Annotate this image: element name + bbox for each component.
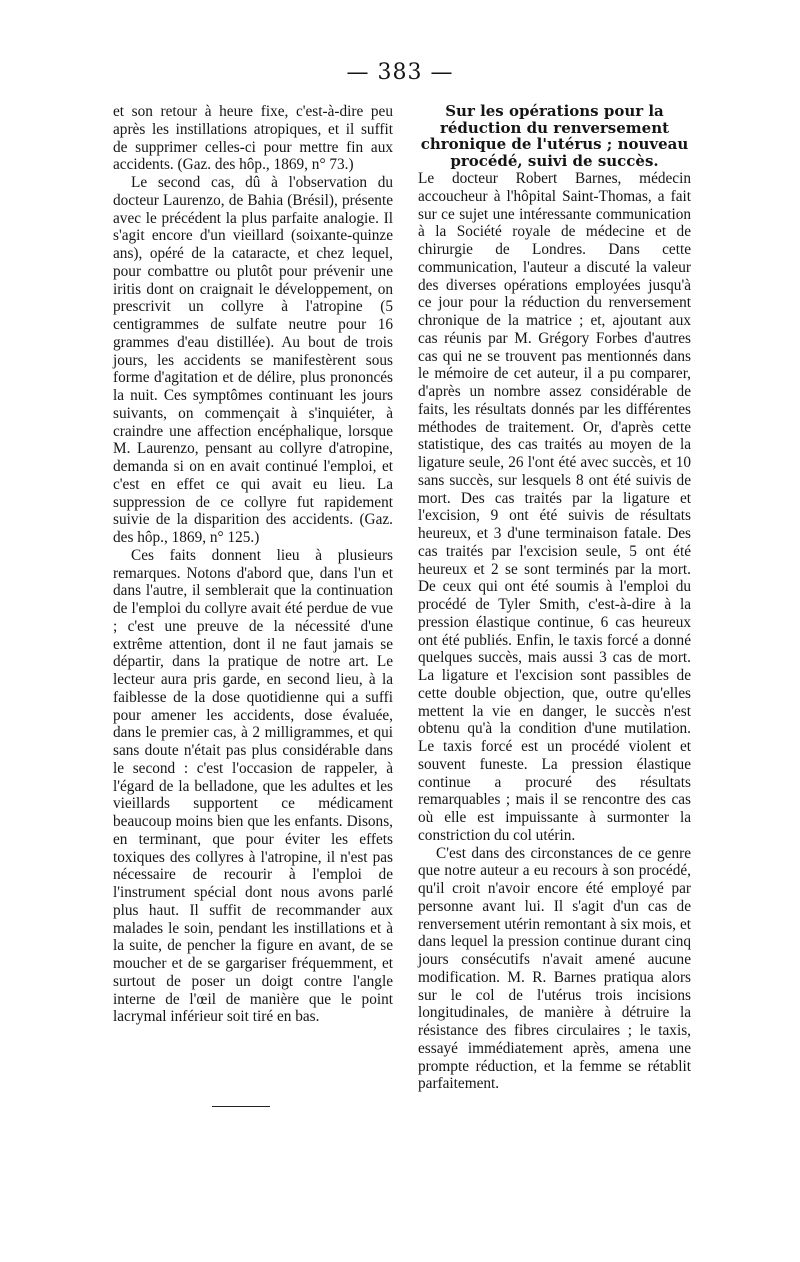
- left-paragraph-1: et son retour à heure fixe, c'est-à-dire peu après les instillations atropiques, et il suffit de supprimer celles-ci pour mettre fin aux accidents. (Gaz. des hôp., 1869, n° 73.): [113, 103, 393, 174]
- right-paragraph-1: Le docteur Robert Barnes, médecin accoucheur à l'hôpital Saint-Thomas, a fait sur ce sujet une intéressante communication à la Société royale de médecine et de chirurgie de Londres. Dans cette communication, l'auteur a discuté la valeur des diverses opérations employées jusqu'à ce jour pour la réduction du renversement chronique de la matrice ; et, ajoutant aux cas réunis par M. Grégory Forbes d'autres cas qui ne se trouvent pas mentionnés dans le mémoire de cet auteur, il a pu comparer, d'après un nombre assez considérable de faits, les résultats donnés par les différentes méthodes de traitement. Or, d'après cette statistique, des cas traités au moyen de la ligature seule, 26 l'ont été avec succès, et 10 sans succès, sur lesquels 8 ont été suivis de mort. Des cas traités par la ligature et l'excision, 9 ont été suivis de résultats heureux, et 3 d'une terminaison fatale. Des cas traités par l'excision seule, 5 ont été heureux et 2 se sont terminés par la mort. De ceux qui ont été soumis à l'emploi du procédé de Tyler Smith, c'est-à-dire à la pression élastique continue, 6 cas heureux ont été publiés. Enfin, le taxis forcé a donné quelques succès, mais aussi 3 cas de mort. La ligature et l'excision sont passibles de cette double objection, que, outre qu'elles mettent la vie en danger, le succès n'est obtenu qu'à la condition d'une mutilation. Le taxis forcé est un procédé violent et souvent funeste. La pression élastique continue a procuré des résultats remarquables ; mais il se rencontre des cas où elle est impuissante à surmonter la constriction du col utérin.: [418, 170, 691, 844]
- left-column: [113, 103, 393, 1026]
- left-paragraph-3: Ces faits donnent lieu à plusieurs remarques. Notons d'abord que, dans l'un et dans l'autre, il semblerait que la continuation de l'emploi du collyre avait été perdue de vue ; c'est une preuve de la nécessité d'une extrême attention, dont il ne faut jamais se départir, dans la pratique de notre art. Le lecteur aura pris garde, en second lieu, à la faiblesse de la dose quotidienne qui a suffi pour amener les accidents, dose évaluée, dans le premier cas, à 2 milligrammes, et qui sans doute n'était pas plus considérable dans le second : c'est l'occasion de rappeler, à l'égard de la belladone, que les adultes et les vieillards supportent ce médicament beaucoup moins bien que les enfants. Disons, en terminant, que pour éviter les effets toxiques des collyres à l'atropine, il n'est pas nécessaire de recourir à l'emploi de l'instrument spécial dont nous avons parlé plus haut. Il suffit de recommander aux malades le soin, pendant les instillations et à la suite, de pencher la figure en avant, de se moucher et de se gargariser fréquemment, et surtout de poser un doigt contre l'angle interne de l'œil de manière que le point lacrymal inférieur soit tiré en bas.: [113, 546, 393, 1026]
- section-divider: [212, 1106, 270, 1107]
- article-heading: Sur les opérations pour la réduction du renversement chronique de l'utérus ; nouveau procédé, suivi de succès.: [420, 102, 689, 170]
- page-number: — 383 —: [346, 60, 454, 85]
- left-paragraph-2: Le second cas, dû à l'observation du docteur Laurenzo, de Bahia (Brésil), présente avec le précédent la plus parfaite analogie. Il s'agit encore d'un vieillard (soixante-quinze ans), opéré de la cataracte, et chez lequel, pour combattre ou plutôt pour prévenir une iritis dont on craignait le développement, on prescrivit un collyre à l'atropine (5 centigrammes de sulfate neutre pour 16 grammes d'eau distillée). Au bout de trois jours, les accidents se manifestèrent sous forme d'agitation et de délire, plus prononcés la nuit. Ces symptômes continuant les jours suivants, on commençait à s'inquiéter, à craindre une affection encéphalique, lorsque M. Laurenzo, pensant au collyre d'atropine, demanda si on en avait continué l'emploi, et c'est en effet ce qui avait eu lieu. La suppression de ce collyre fut rapidement suivie de la disparition des accidents. (Gaz. des hôp., 1869, n° 125.): [113, 174, 393, 546]
- right-column: [418, 103, 691, 1093]
- right-paragraph-2: C'est dans des circonstances de ce genre que notre auteur a eu recours à son procédé, qu'il croit n'avoir encore été employé par personne avant lui. Il s'agit d'un cas de renversement utérin remontant à six mois, et dans lequel la pression continue durant cinq jours consécutifs n'avait amené aucune modification. M. R. Barnes pratiqua alors sur le col de l'utérus trois incisions longitudinales, de manière à détruire la résistance des fibres circulaires ; le taxis, essayé immédiatement après, amena une prompte réduction, et la femme se rétablit parfaitement.: [418, 844, 691, 1093]
